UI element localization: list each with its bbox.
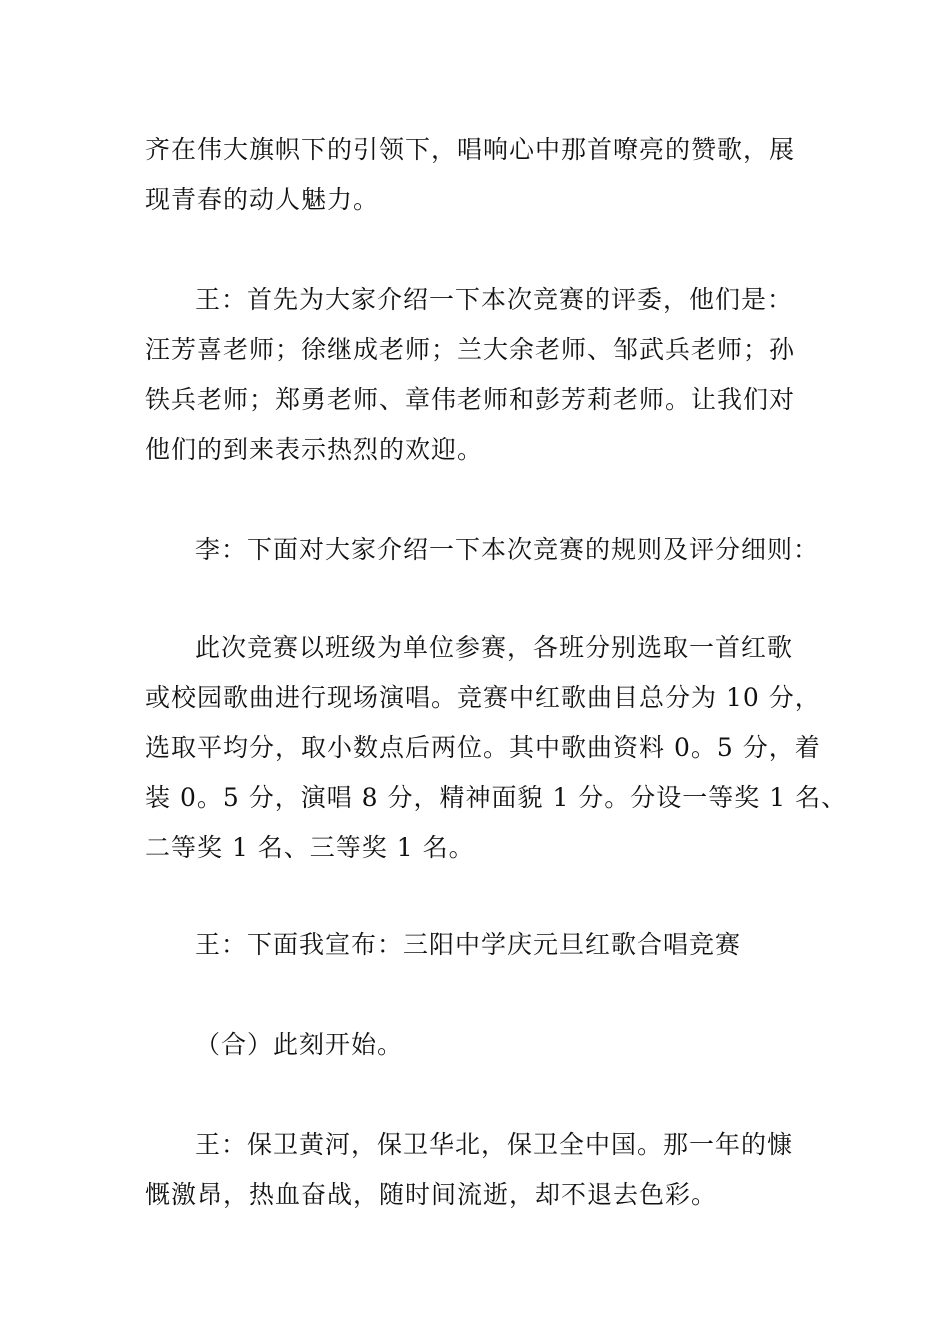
text-line: 或校园歌曲进行现场演唱。竞赛中红歌曲目总分为 10 分， xyxy=(145,683,821,712)
text-line: 李：下面对大家介绍一下本次竞赛的规则及评分细则： xyxy=(195,535,820,564)
paragraph-judges-intro xyxy=(145,275,815,475)
text-line: 现青春的动人魅力。 xyxy=(145,185,380,214)
paragraph-competition-rules xyxy=(145,623,848,873)
text-line: 汪芳喜老师；徐继成老师；兰大余老师、邹武兵老师；孙 xyxy=(145,335,796,364)
text-line: 装 0。5 分，演唱 8 分，精神面貌 1 分。分设一等奖 1 名、 xyxy=(145,783,848,812)
text-line: 齐在伟大旗帜下的引领下，唱响心中那首嘹亮的赞歌，展 xyxy=(145,135,796,164)
text-line: 慨激昂，热血奋战，随时间流逝，却不退去色彩。 xyxy=(145,1180,718,1209)
text-line: 他们的到来表示热烈的欢迎。 xyxy=(145,435,484,464)
text-line: 此次竞赛以班级为单位参赛，各班分别选取一首红歌 xyxy=(195,633,794,662)
text-line: （合）此刻开始。 xyxy=(195,1030,404,1059)
text-line: 王：下面我宣布：三阳中学庆元旦红歌合唱竞赛 xyxy=(195,930,742,959)
text-line: 王：保卫黄河，保卫华北，保卫全中国。那一年的慷 xyxy=(195,1130,794,1159)
paragraph-opening-continuation xyxy=(145,125,815,225)
text-line: 二等奖 1 名、三等奖 1 名。 xyxy=(145,833,475,862)
paragraph-start xyxy=(145,1020,815,1070)
paragraph-yellow-river xyxy=(145,1120,815,1220)
text-line: 王：首先为大家介绍一下本次竞赛的评委，他们是： xyxy=(195,285,794,314)
paragraph-announcement xyxy=(145,920,815,970)
text-line: 选取平均分，取小数点后两位。其中歌曲资料 0。5 分，着 xyxy=(145,733,821,762)
paragraph-rules-intro xyxy=(145,525,820,575)
text-line: 铁兵老师；郑勇老师、章伟老师和彭芳莉老师。让我们对 xyxy=(145,385,796,414)
